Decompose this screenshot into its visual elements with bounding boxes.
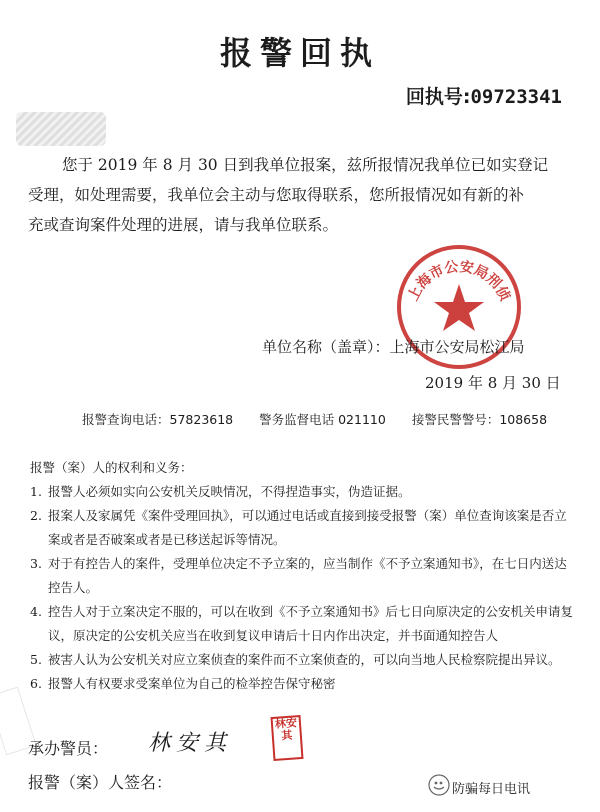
officer-badge-number bbox=[412, 412, 547, 427]
item-text: 对于有控告人的案件，受理单位决定不予立案的，应当制作《不予立案通知书》，在七日内送达控告人。 bbox=[48, 556, 567, 595]
unit-line bbox=[262, 336, 525, 357]
supervision-phone bbox=[259, 412, 386, 427]
item-number: 1. bbox=[30, 484, 42, 499]
stamp-star-icon bbox=[434, 284, 484, 331]
query-phone bbox=[82, 412, 233, 427]
item-number: 2. bbox=[30, 508, 42, 523]
phone-value: 021110 bbox=[338, 412, 386, 427]
item-text: 被害人认为公安机关对应立案侦查的案件而不立案侦查的，可以向当地人民检察院提出异议。 bbox=[48, 652, 561, 667]
receipt-number-label: 回执号: bbox=[405, 86, 471, 108]
item-text: 报案人及家属凭《案件受理回执》，可以通过电话或直接到接受报警（案）单位查询该案是否立案或者是否破案或者是已移送起诉等情况。 bbox=[48, 508, 567, 547]
list-item bbox=[30, 504, 575, 552]
rights-section bbox=[30, 456, 575, 696]
redacted-name-blur bbox=[16, 112, 106, 146]
item-number: 5. bbox=[30, 652, 42, 667]
issue-date: 2019 年 8 月 30 日 bbox=[425, 374, 561, 392]
signer-label: 报警（案）人签名： bbox=[28, 773, 173, 792]
unit-label: 单位名称（盖章）： bbox=[262, 338, 390, 356]
body-line: 您于 2019 年 8 月 30 日到我单位报案，兹所报情况我单位已如实登记 bbox=[62, 156, 549, 174]
officer-personal-seal bbox=[271, 715, 304, 761]
wechat-logo-icon bbox=[428, 774, 450, 796]
phone-label: 警务监督电话 bbox=[259, 412, 339, 427]
receipt-body bbox=[28, 150, 568, 240]
item-number: 3. bbox=[30, 556, 42, 571]
stamp-ring-text: 上海市公安局刑侦 bbox=[405, 258, 513, 304]
receipt-number bbox=[0, 82, 562, 109]
phone-value: 108658 bbox=[499, 412, 548, 427]
phone-value: 57823618 bbox=[169, 412, 234, 427]
item-text: 报警人必须如实向公安机关反映情况，不得捏造事实，伪造证据。 bbox=[48, 484, 411, 499]
watermark-brand: 防骗每日电讯 bbox=[452, 782, 531, 797]
seal-text: 林安其 bbox=[274, 716, 298, 743]
list-item bbox=[30, 672, 575, 696]
officer-signature: 林安其 bbox=[148, 731, 233, 756]
phone-info-row bbox=[82, 410, 569, 428]
list-item bbox=[30, 600, 575, 648]
list-item bbox=[30, 480, 575, 504]
phone-label: 接警民警警号： bbox=[411, 412, 500, 427]
item-text: 报警人有权要求受案单位为自己的检举控告保守秘密 bbox=[48, 676, 336, 691]
list-item bbox=[30, 552, 575, 600]
body-line: 充或查询案件处理的进展，请与我单位联系。 bbox=[28, 216, 339, 234]
item-text: 控告人对于立案决定不服的，可以在收到《不予立案通知书》后七日向原决定的公安机关申请复议，原决定的公安机关应当在收到复议申请后十日内作出决定，并书面通知控告人 bbox=[48, 604, 574, 643]
document-title: 报警回执 bbox=[219, 34, 380, 72]
phone-label: 报警查询电话： bbox=[82, 412, 170, 427]
rights-heading: 报警（案）人的权利和义务： bbox=[30, 460, 193, 475]
unit-name: 上海市公安局松江局 bbox=[389, 338, 525, 356]
body-line: 受理，如处理需要，我单位会主动与您取得联系，您所报情况如有新的补 bbox=[28, 186, 525, 204]
officer-label: 承办警员： bbox=[28, 739, 109, 758]
list-item bbox=[30, 648, 575, 672]
item-number: 4. bbox=[30, 604, 42, 619]
item-number: 6. bbox=[30, 676, 42, 691]
receipt-number-value: 09723341 bbox=[470, 86, 562, 108]
